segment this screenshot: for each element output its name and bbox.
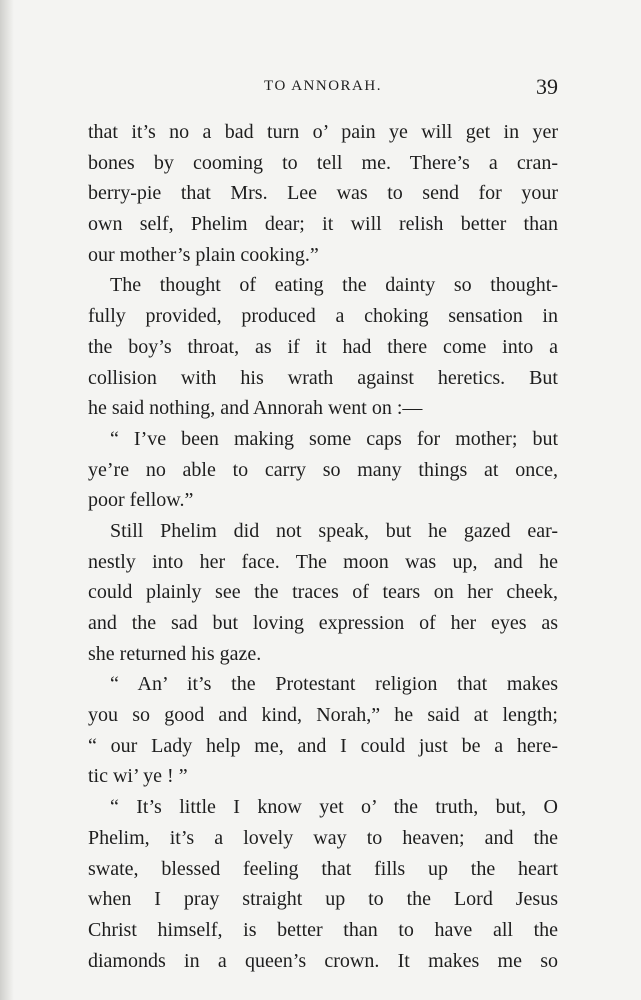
text-line: she returned his gaze.	[88, 642, 262, 665]
text-line: you so good and kind, Norah,” he said at length;	[88, 704, 558, 727]
text-line: Still Phelim did not speak, but he gazed ear-	[110, 519, 558, 542]
text-line: nestly into her face. The moon was up, and he	[88, 550, 558, 573]
text-line: collision with his wrath against heretics. But	[88, 366, 558, 389]
text-line: berry-pie that Mrs. Lee was to send for your	[88, 182, 558, 205]
text-line: “ our Lady help me, and I could just be a here-	[88, 734, 558, 757]
text-line: Phelim, it’s a lovely way to heaven; and the	[88, 826, 558, 849]
text-line: diamonds in a queen’s crown. It makes me so	[88, 949, 558, 972]
text-line: The thought of eating the dainty so thought-	[110, 274, 558, 297]
text-line: could plainly see the traces of tears on her cheek,	[88, 581, 558, 604]
text-line: own self, Phelim dear; it will relish better than	[88, 213, 558, 236]
text-line: that it’s no a bad turn o’ pain ye will get in yer	[88, 121, 558, 143]
text-line: “ An’ it’s the Protestant religion that makes	[110, 673, 558, 696]
text-line: our mother’s plain cooking.”	[88, 243, 319, 266]
text-line: “ I’ve been making some caps for mother; but	[110, 427, 558, 450]
text-line: Christ himself, is better than to have all the	[88, 918, 558, 941]
page-number: 39	[536, 74, 558, 99]
page-gutter-shadow	[0, 0, 14, 1000]
text-line: the boy’s throat, as if it had there come into a	[88, 335, 558, 358]
text-line: “ It’s little I know yet o’ the truth, but, O	[110, 796, 558, 819]
page-header	[88, 74, 558, 101]
text-line: he said nothing, and Annorah went on :—	[88, 397, 423, 420]
text-line: ye’re no able to carry so many things at once,	[88, 458, 558, 481]
text-line: bones by cooming to tell me. There’s a cran-	[88, 151, 558, 174]
text-line: tic wi’ ye ! ”	[88, 765, 188, 788]
running-head: TO ANNORAH.	[264, 78, 382, 94]
text-line: and the sad but loving expression of her eyes as	[88, 612, 558, 634]
text-line: swate, blessed feeling that fills up the heart	[88, 857, 558, 880]
text-line: when I pray straight up to the Lord Jesus	[88, 888, 558, 911]
text-line: fully provided, produced a choking sensation in	[88, 305, 558, 328]
text-line: poor fellow.”	[88, 489, 194, 512]
body-text	[88, 117, 558, 976]
